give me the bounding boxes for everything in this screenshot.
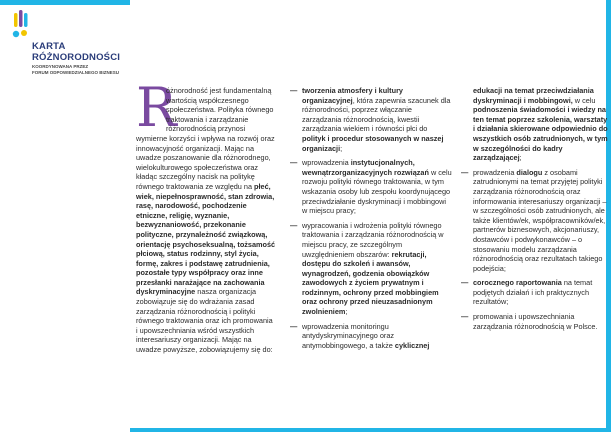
commitment-item [290,221,452,317]
item-bold: tworzenia atmosfery i kultury organizacyjnej [302,86,403,105]
column-commitments-1 [290,86,452,355]
column-intro [136,76,276,355]
dash-marker: — [461,278,469,288]
item-text: wprowadzenia monitoringu antydyskryminacyjnego oraz antymobbingowego, a także [302,321,395,350]
commitment-item [290,86,452,153]
item-text: wprowadzenia [302,158,351,168]
commitment-item [461,312,611,331]
item-bold: dialogu [516,167,543,177]
karta-roznorodnosci-logo [10,10,140,75]
item-text: w celu rozwoju polityki równego traktowania, w tym wskazania osoby lub zespołu koordynującego przeciwdziałanie dyskryminacji i mobbingowi w miejscu pracy; [302,167,452,216]
drop-cap: R [136,76,177,139]
item-bold: rekrutacji, dostępu do szkoleń i awansów, wynagrodzeń, godzenia obowiązków zawodowych z życiem prywatnym i rodzinnym, ochrony przed mobbingiem oraz ochrony przed nieuzasadnionym zwolnieniem [302,249,439,317]
dash-marker: — [461,167,469,177]
item-text: wypracowania i wdrożenia polityki równego traktowania i zarządzania różnorodnością w miejscu pracy, ze szczególnym uwzględnieniem obszarów: [302,220,444,259]
commitment-item [461,278,611,307]
logo-subtitle-line2: FORUM ODPOWIEDZIALNEGO BIZNESU [32,70,119,75]
item-bold: edukacji na temat przeciwdziałania dyskryminacji i mobbingowi, [473,86,594,105]
commitment-item [461,168,611,274]
logo-title-line1: KARTA [32,41,66,52]
item-text: z osobami zatrudnionymi na temat przyjętej polityki zarządzania różnorodnością oraz informowania interesariuszy organizacji – w szczególności osób zatrudnionych, ale także klientów/ek, współpracowników/ek, partnerów biznesowych, akcjonariuszy, dostawców i podwykonawców – o stosowaniu modelu zarządzania różnorodnością oraz rezultatach takiego podejścia; [473,167,607,273]
item-bold: podnoszenia świadomości i wiedzy na ten temat poprzez szkolenia, warsztaty i działania skierowane odpowiednio do wszystkich osób zatrudnionych, w tym w szczególności do kadry zarządzającej [473,105,608,163]
dash-marker: — [290,86,298,95]
item-text: promowania i upowszechniania zarządzania różnorodnością w Polsce. [473,312,598,331]
item-text: prowadzenia [473,167,517,177]
item-text: ; [345,307,348,317]
dash-marker: — [290,220,298,230]
intro-text-2: nasza organizacja zobowiązuje się do wdrażania zasad zarządzania różnorodnością i polityki równego traktowania oraz ich promowania i upowszechniania wśród wszystkich interesariuszy organizacji. Mając na uwadze powyższe, zobowiązujemy się do: [136,287,273,355]
item-bold: instytucjonalnych, wewnątrzorganizacyjnych rozwiązań [302,158,429,177]
dash-marker: — [461,312,469,322]
item-bold: cyklicznej [394,340,430,350]
commitment-continuation [461,86,611,163]
item-bold: corocznego raportowania [473,278,562,288]
top-accent-bar [0,0,130,5]
intro-grounds-bold: płeć, wiek, niepełnosprawność, stan zdrowia, rasę, narodowość, pochodzenie etniczne, religię, wyznanie, bezwyznaniowość, przekonanie polityczne, przynależność związkową, orientację psychoseksualną, tożsamość płciową, status rodzinny, styl życia, formę, zakres i podstawę zatrudnienia, pozostałe typy współpracy oraz inne przesłanki narażające na zachowania dyskryminacyjne [136,181,276,297]
commitment-item [290,322,452,351]
logo-subtitle-line1: KOORDYNOWANA PRZEZ [32,64,89,69]
item-text: , która zapewnia szacunek dla różnorodności, poprzez włączanie zarządzania różnorodnością, kwestii zarządzania wiekiem i równości płci do [302,95,451,134]
item-bold: polityk i procedur stosowanych w naszej organizacji [302,133,444,153]
item-text: na temat podjętych działań i ich praktycznych rezultatów; [473,278,593,307]
commitment-item [290,158,452,216]
item-text: ; [340,143,343,153]
intro-text-1: óżnorodność jest fundamentalną wartością współczesnego społeczeństwa. Polityka równego traktowania i zarządzanie różnorodnością przynosi wymierne korzyści i wpływa na rozwój oraz innowacyjność organizacji. Mając na uwadze poszanowanie dla różnorodnego, wielokulturowego społeczeństwa oraz kładąc szczególny nacisk na politykę równego traktowania ze względu na [136,86,275,191]
dash-marker: — [290,321,298,331]
dash-marker: — [290,158,298,168]
logo-title-line2: RÓŻNORODNOŚCI [32,52,121,63]
column-commitments-2 [461,86,611,336]
item-text: w celu [572,95,596,105]
bottom-accent-bar [130,428,611,432]
item-text: ; [519,153,522,163]
